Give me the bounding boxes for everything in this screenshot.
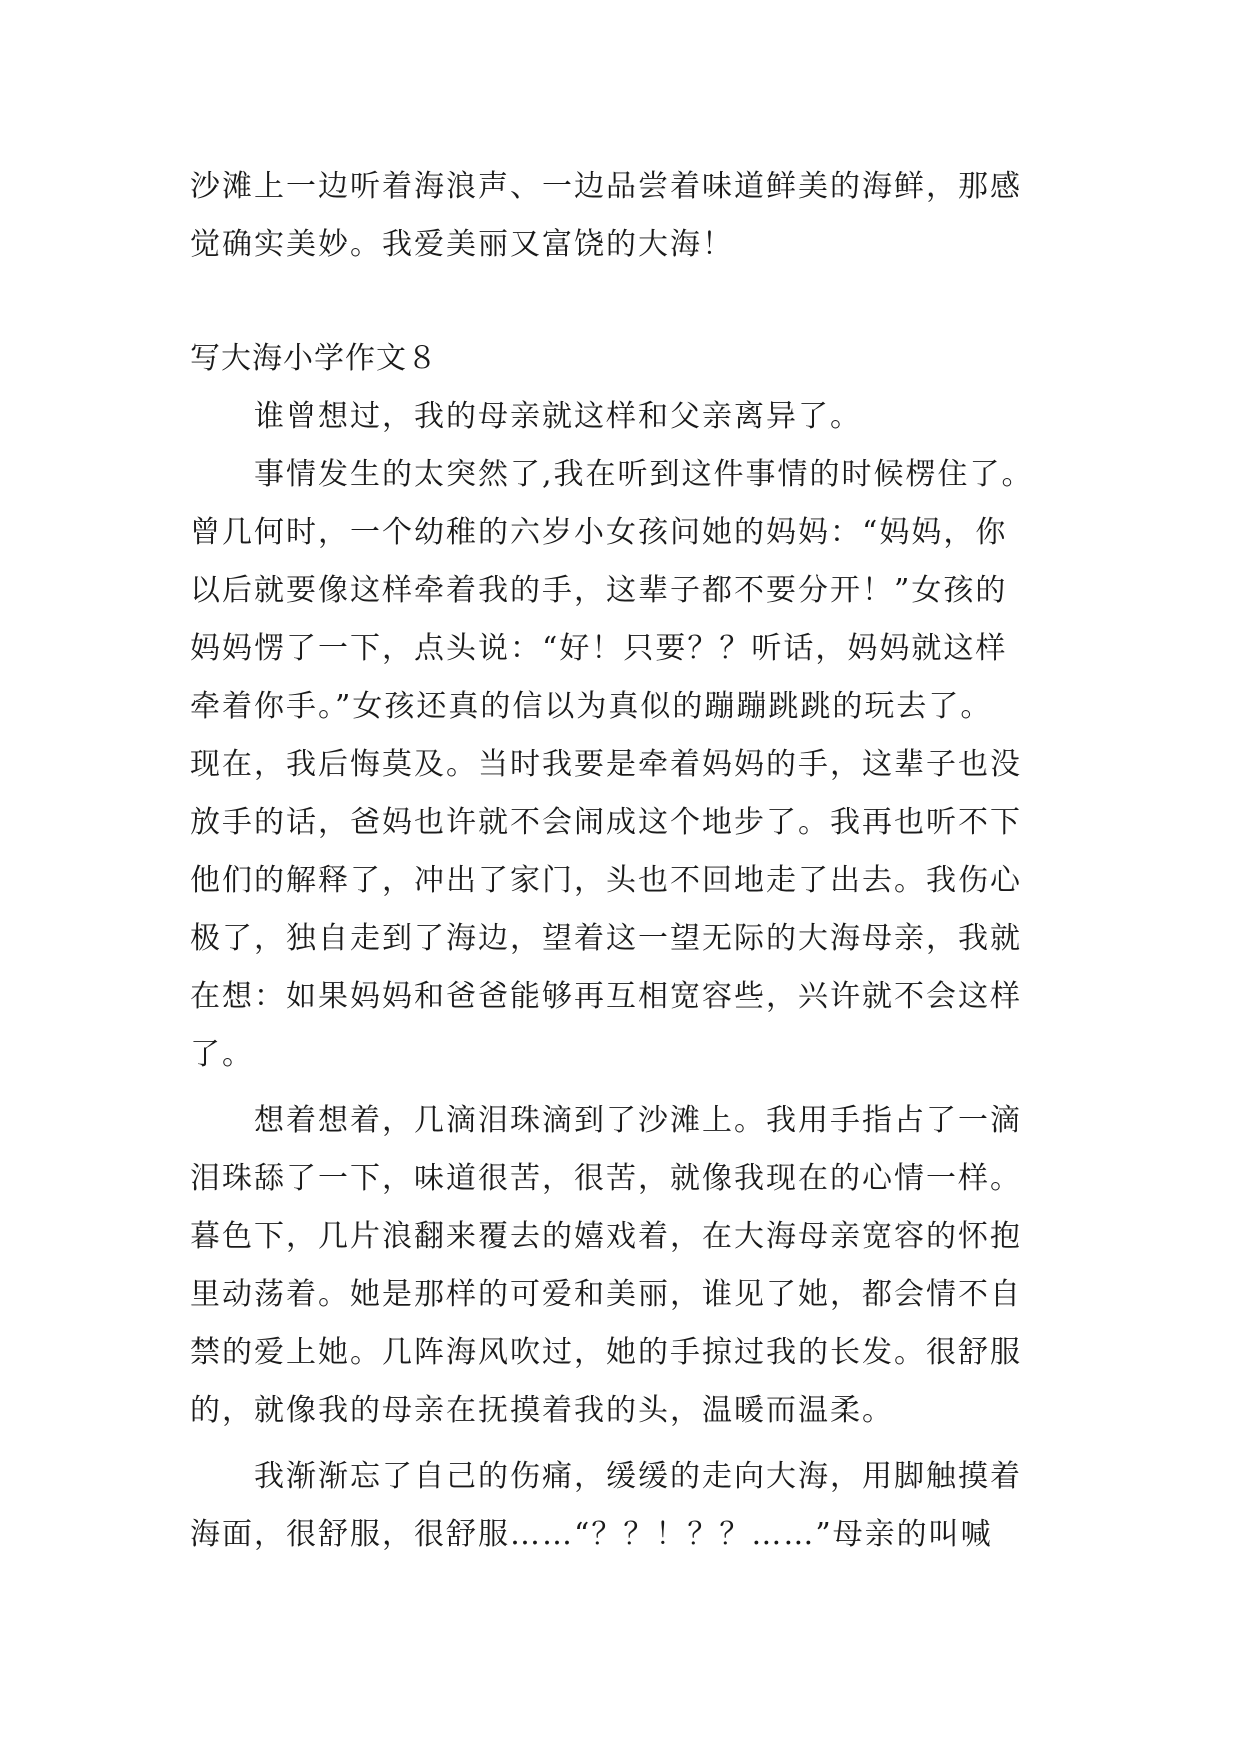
- text-line: 泪珠舔了一下，味道很苦，很苦，就像我现在的心情一样。: [190, 1161, 1022, 1196]
- text-line: 我渐渐忘了自己的伤痛，缓缓的走向大海，用脚触摸着: [254, 1459, 1022, 1494]
- text-line: 海面，很舒服，很舒服……“？？！？？……”母亲的叫喊: [190, 1517, 993, 1552]
- text-line: 事情发生的太突然了,我在听到这件事情的时候楞住了。: [254, 457, 1034, 492]
- text-line: 他们的解释了，冲出了家门，头也不回地走了出去。我伤心: [190, 863, 1022, 898]
- text-line: 在想：如果妈妈和爸爸能够再互相宽容些，兴许就不会这样: [190, 979, 1022, 1014]
- text-line: 里动荡着。她是那样的可爱和美丽，谁见了她，都会情不自: [190, 1277, 1022, 1312]
- text-line: 谁曾想过，我的母亲就这样和父亲离异了。: [254, 399, 862, 434]
- text-line: 的，就像我的母亲在抚摸着我的头，温暖而温柔。: [190, 1393, 894, 1428]
- text-line: 觉确实美妙。我爱美丽又富饶的大海！: [190, 227, 734, 262]
- document-page: [190, 158, 1060, 1564]
- text-line: 极了，独自走到了海边，望着这一望无际的大海母亲，我就: [190, 921, 1022, 956]
- text-line: 沙滩上一边听着海浪声、一边品尝着味道鲜美的海鲜，那感: [190, 169, 1022, 204]
- text-line: 牵着你手。”女孩还真的信以为真似的蹦蹦跳跳的玩去了。: [190, 689, 993, 724]
- text-line: 想着想着，几滴泪珠滴到了沙滩上。我用手指占了一滴: [254, 1103, 1022, 1138]
- section-heading: 写大海小学作文８: [190, 341, 438, 376]
- text-line: 现在，我后悔莫及。当时我要是牵着妈妈的手，这辈子也没: [190, 747, 1022, 782]
- text-line: 以后就要像这样牵着我的手，这辈子都不要分开！”女孩的: [190, 573, 1008, 608]
- paragraph-3: [190, 1092, 1060, 1440]
- text-line: 禁的爱上她。几阵海风吹过，她的手掠过我的长发。很舒服: [190, 1335, 1022, 1370]
- spacer: [190, 1440, 1060, 1448]
- spacer: [190, 1084, 1060, 1092]
- text-line: 放手的话，爸妈也许就不会闹成这个地步了。我再也听不下: [190, 805, 1022, 840]
- paragraph-1: [190, 388, 1060, 446]
- text-line: 暮色下，几片浪翻来覆去的嬉戏着，在大海母亲宽容的怀抱: [190, 1219, 1022, 1254]
- paragraph-4: [190, 1448, 1060, 1564]
- paragraph-2: [190, 446, 1060, 1084]
- text-line: 了。: [190, 1037, 254, 1072]
- intro-paragraph: [190, 158, 1060, 274]
- text-line: 曾几何时，一个幼稚的六岁小女孩问她的妈妈：“妈妈，你: [190, 515, 1008, 550]
- spacer: [190, 274, 1060, 330]
- text-line: 妈妈愣了一下，点头说：“好！只要？？听话，妈妈就这样: [190, 631, 1008, 666]
